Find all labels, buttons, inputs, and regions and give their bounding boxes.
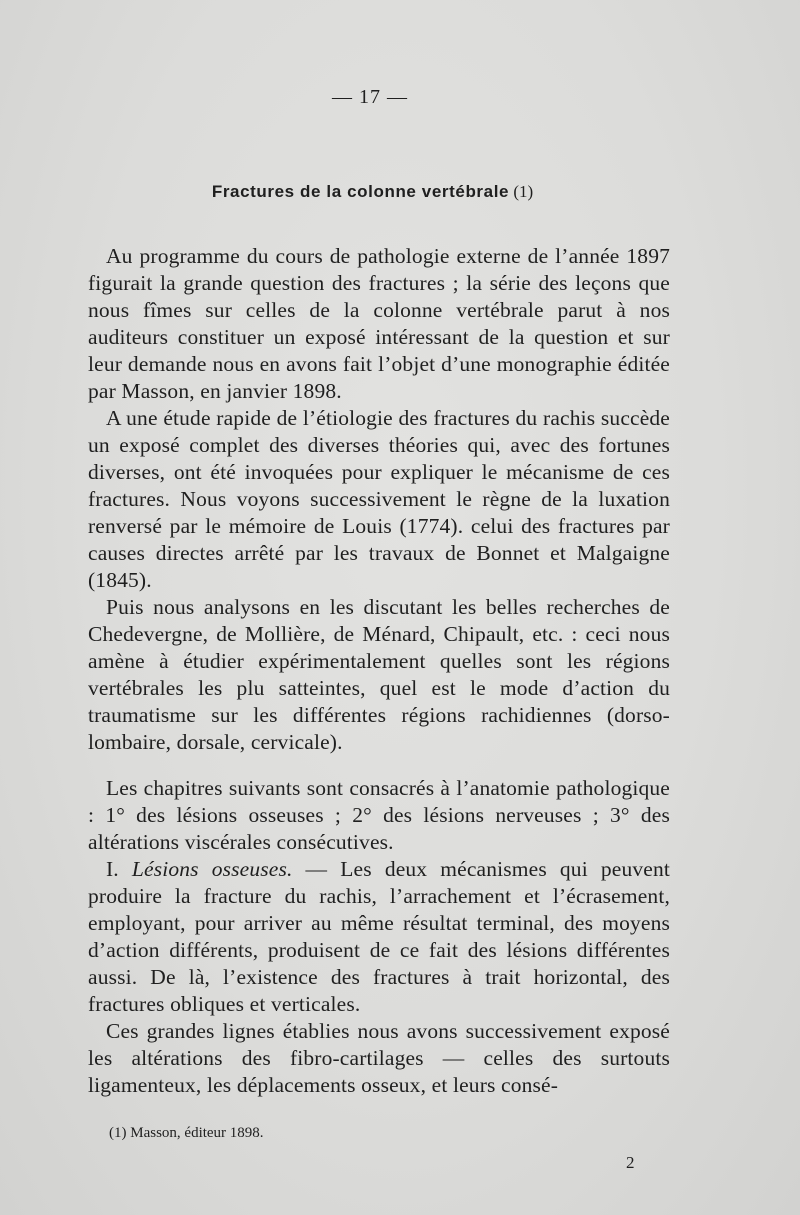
- paragraph-2: A une étude rapide de l’étiologie des fractures du rachis succède un exposé complet des diverses théories qui, avec des fortunes diverses, ont été invoquées pour expliquer le mécanisme de ces fractures. Nous voyons successivement le règne de la luxation renversé par le mémoire de Louis (1774). celui des fractures par causes directes arrêté par les travaux de Bonnet et Malgaigne (1845).: [88, 406, 670, 592]
- paragraph-4: Les chapitres suivants sont consacrés à l’anatomie pathologique : 1° des lésions osseuses ; 2° des lésions nerveuses ; 3° des altérations viscérales consécutives.: [88, 776, 670, 854]
- page-number: — 17 —: [332, 86, 408, 108]
- footnote-reference: (1): [513, 182, 534, 201]
- footnote: (1) Masson, éditeur 1898.: [109, 1125, 264, 1141]
- paragraph-3: Puis nous analysons en les discutant les belles recherches de Chedevergne, de Mollière, de Ménard, Chipault, etc. : ceci nous amène à étudier expérimentalement quelles sont les régions vertébrales les plu satteintes, quel est le mode d’action du traumatisme sur les différentes régions rachidiennes (dorso-lombaire, dorsale, cervicale).: [88, 595, 670, 754]
- paragraph-last: Ces grandes lignes établies nous avons successivement exposé les altérations des fibro-cartilages — celles des surtouts ligamenteux, les déplacements osseux, et leurs consé-: [88, 1019, 670, 1097]
- section-title: [0, 182, 745, 202]
- signature-mark: 2: [626, 1153, 635, 1172]
- body-text: [88, 243, 670, 1099]
- paragraph-lesions: [88, 856, 670, 1018]
- lesions-text: — Les deux mécanismes qui peuvent produire la fracture du rachis, l’arrachement et l’écrasement, employant, pour arriver au même résultat terminal, des moyens d’action différents, produisent de ce fait des lésions différentes aussi. De là, l’existence des fractures à trait horizontal, des fractures obliques et verticales.: [88, 857, 670, 1016]
- lesions-heading: Lésions osseuses.: [131, 857, 293, 881]
- lesions-label: I.: [106, 857, 132, 881]
- section-title-text: Fractures de la colonne vertébrale: [211, 182, 510, 201]
- paragraph-1: Au programme du cours de pathologie externe de l’année 1897 figurait la grande question des fractures ; la série des leçons que nous fîmes sur celles de la colonne vertébrale parut à nos auditeurs constituer un exposé intéressant de la question et sur leur demande nous en avons fait l’objet d’une monographie éditée par Masson, en janvier 1898.: [88, 244, 670, 403]
